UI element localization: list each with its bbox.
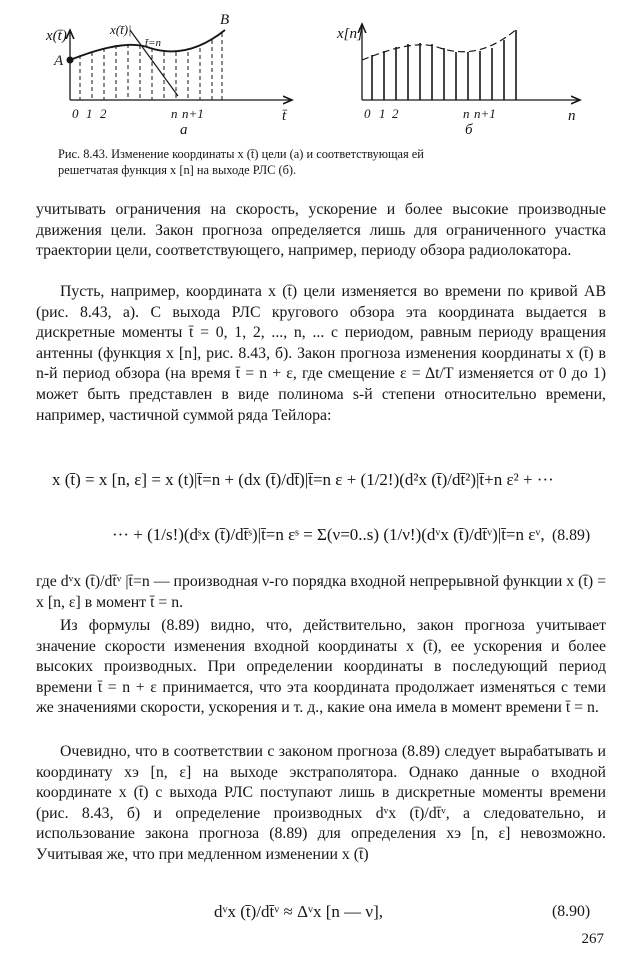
- figure-right-xlabel: n: [568, 108, 576, 124]
- figure-left-curve-label: x(t̄)|: [110, 22, 132, 37]
- envelope-dashed: [362, 28, 518, 60]
- figure-right-tick-1: 1: [379, 106, 386, 121]
- figure-left-xlabel: t̄: [282, 108, 287, 124]
- figure-left-tick-0: 0: [72, 106, 79, 121]
- figure-left-point-b: B: [220, 12, 230, 28]
- paragraph-1: учитывать ограничения на скорость, ускорение и более высокие производные движения цели. Закон прогноза определяется лишь для ограниченного участка траектории цели, соответствующего, например, периоду обзора радиолокатора.: [36, 201, 606, 260]
- page-number: 267: [581, 931, 604, 947]
- figure-panel-b: [336, 24, 580, 138]
- paragraph-4: Из формулы (8.89) видно, что, действительно, закон прогноза учитывает значение скорости изменения входной координаты x (t̄), ее ускорения и более высоких производных. При определении координаты в последующий период времени t̄ = n + ε принимается, что эта координата продолжает изменяться с теми же значениями скорости, ускорения и т. д., какие она имела в момент времени t̄ = n.: [36, 617, 606, 717]
- figure-left-panel-label: а: [180, 122, 188, 138]
- equation-number-8-89: (8.89): [552, 527, 591, 544]
- figure-left-curve-sub: t̄=n: [145, 37, 161, 49]
- equation-8-89-line-2: ··· + (1/s!)(dˢx (t̄)/dt̄ˢ)|t̄=n εˢ = Σ(ν=0..s) (1/ν!)(dᵛx (t̄)/dt̄ᵛ)|t̄=n εᵛ,: [112, 525, 545, 544]
- caption-line-2: решетчатая функция x [n] на выходе РЛС (б).: [58, 163, 297, 177]
- figure-left-point-a: A: [54, 53, 64, 69]
- figure-right-tick-2: 2: [392, 106, 399, 121]
- figure-right-tick-0: 0: [364, 106, 371, 121]
- paragraph-5: Очевидно, что в соответствии с законом прогноза (8.89) следует вырабатывать и координату xэ [n, ε] на выходе экстраполятора. Однако данные о входной координате x (t̄) с выхода РЛС поступают лишь в дискретные моменты времени (рис. 8.43, б) и определение производных dᵛx (t̄)/dt̄ᵛ, а следовательно, и использование закона прогноза (8.89) для определения xэ [n, ε] невозможно. Учитывая же, что при медленном изменении x (t̄): [36, 743, 606, 863]
- figure-right-panel-label: б: [465, 122, 473, 138]
- paragraph-2: Пусть, например, координата x (t̄) цели изменяется во времени по кривой AB (рис. 8.43, а). С выхода РЛС кругового обзора эта координата выдается в дискретные моменты t̄ = 0, 1, 2, ..., n, ... с периодом, равным периоду вращения антенны (функция x [n], рис. 8.43, б). Закон прогноза изменения координаты x (t̄) в n-й период обзора (на время t̄ = n + ε, где смещение ε = Δt/T изменяется от 0 до 1) может быть представлен в виде полинома s-й степени относительно времени, например, частичной суммой ряда Тейлора:: [36, 283, 606, 424]
- lattice-ordinates: [372, 30, 516, 100]
- paragraph-3: где dᵛx (t̄)/dt̄ᵛ |t̄=n — производная ν-го порядка входной непрерывной функции x (t̄) = x [n, ε] в момент t̄ = n.: [36, 573, 606, 611]
- equation-number-8-90: (8.90): [552, 903, 591, 920]
- point-a-marker: [67, 57, 73, 63]
- figure-right-ylabel: x[n]: [337, 26, 363, 42]
- figure-caption: [58, 146, 578, 178]
- figure-left-tick-n: n: [171, 106, 178, 121]
- figure-right-tick-n1: n+1: [474, 106, 496, 121]
- figure-right-tick-n: n: [463, 106, 470, 121]
- figure-panel-a: [45, 12, 292, 138]
- caption-line-1: Рис. 8.43. Изменение координаты x (t̄) цели (а) и соответствующая ей: [58, 147, 424, 161]
- figure-left-tick-1: 1: [86, 106, 93, 121]
- figure-left-ylabel: x(t̄): [46, 28, 67, 44]
- figure-left-tick-2: 2: [100, 106, 107, 121]
- figure-left-tick-n1: n+1: [182, 106, 204, 121]
- figure-8-43: [0, 0, 620, 145]
- equation-8-90: dᵛx (t̄)/dt̄ᵛ ≈ Δᵛx [n — ν],: [214, 902, 384, 921]
- equation-8-89-line-1: x (t̄) = x [n, ε] = x (t)|t̄=n + (dx (t̄)/dt̄)|t̄=n ε + (1/2!)(d²x (t̄)/dt̄²)|t̄+n ε² + ···: [52, 470, 554, 489]
